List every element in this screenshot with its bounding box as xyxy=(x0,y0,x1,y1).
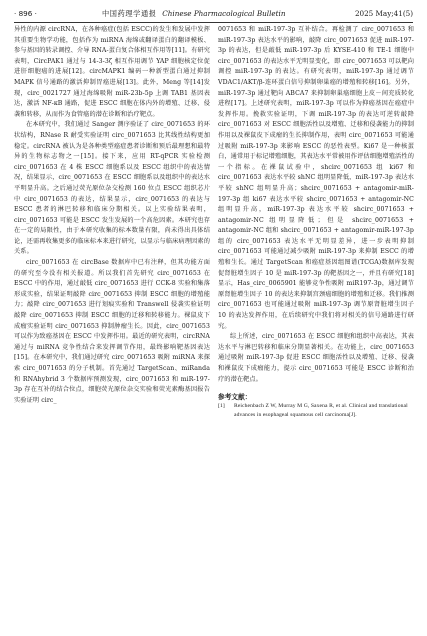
paragraph: 异性的内源 circRNA，在各种癌症(包括 ESCC)的发生和发展中发挥其重要生物学功能，包括作为 miRNA 海绵或翻译蛋白的翻译模板、参与基因的转录调控、介导 RNA-蛋白复合体相互作用等[11]。有研究表明，CircPAK1 通过与 14-3-3ζ 相互作用调节 YAP 细胞核定位促进肝细胞癌的进展[12]。circMAPK1 编码一种新型蛋白通过抑制 MAPK 信号通路的激活抑制胃癌进展[13]。此外，Meng 等[14]发现，circ_0021727 通过海绵吸附 miR-23b-5p 上调 TAB1 基因表达，激活 NF-κB 通路，促进 ESCC 细胞在体内外的增殖、迁移、侵袭和转移，从而作为食管癌的潜在诊断和治疗靶点。 xyxy=(14,26,210,118)
paragraph: 在本研究中，我们通过 Sanger 测序验证了 circ_0071653 的环状结构，RNase R 耐受实验证明 circ_0071653 比其线性结构更加稳定。circRNA 被认为是各种类型癌症患者诊断和预后最理想和最特异的生物标志物之一[15]。接下来，应用 RT-qPCR 实验检测 circ_0071653 在 4 株 ESCC 细胞系以及 ESCC 组织中的表达情况，结果显示，circ_0071653 在 ESCC 细胞系以及组织中的表达水平明显升高。之后通过荧光原位杂交检测 160 位点 ESCC 组织芯片中 circ_0071653 的表达，结果显示，circ_0071653 的表达与 ESCC 患者的淋巴转移和临床分期相关。以上实验结果表明，circ_0071653 可能是 ESCC 发生发展的一个高危因素。本研究也存在一定的局限性，由于本研究收集的标本数量有限，尚未得出具体结论，还需再收集更多的临床标本来进行研究，以显示与临床病理因素的关系。 xyxy=(14,121,210,256)
right-column xyxy=(218,25,414,419)
reference-item xyxy=(218,402,414,419)
reference-number: [1] xyxy=(218,403,225,410)
journal-name-cn: 中国药理学通报 xyxy=(102,9,157,18)
left-column xyxy=(14,25,210,406)
paragraph: 0071653 和 miR-197-3p 互补结合。再检测了 circ_0071653 和 miR-197-3p 表达水平的影响，敲降 circ_0071653 促进 miR-197-3p 的表达，但是敲低 miR-197-3p 后 KYSE-410 和 TE-1 细胞中 circ_0071653 的表达水平无明显变化，即 circ_0071653 可以靶向调控 miR-197-3p 的表达。有研究表明，miR-197-3p 通过调节 VDAC1/AKT/β-连环蛋白信号抑制卵巢癌的增殖和转移[16]。另外，miR-197-3p 通过靶向 ABCA7 来抑制卵巢癌细胞上皮－间充质转化进程[17]。上述研究表明，miR-197-3p 可以作为抑癌基因在癌症中发挥作用。挽救实验证明，下调 miR-197-3p 的表达可逆转敲降 circ_0071653 对 ESCC 细胞活性以及增殖、迁移和侵袭能力的抑制作用以及裸鼠皮下成瘤的生长抑制作用，表明 circ_0071653 可能通过吸附 miR-197-3p 来影响 ESCC 的恶性表型。Ki67 是一种核蛋白，通常用于标记增殖细胞，其表达水平常被用作评估细胞增殖活性的一个指标。在裸鼠试验中，shcirc_0071653 组 ki67 和 circ_0071653 表达水平较 shNC 组明显降低，miR-197-3p 表达水平较 shNC 组明显升高；shcirc_0071653 + antagomir-miR-197-3p 组 ki67 表达水平较 shcirc_0071653 + antagomir-NC 组明显升高，miR-197-3p 表达水平较 shcirc_0071653 + antagomir-NC 组明显降低；但是 shcirc_0071653 + antagomir-NC 组和 shcirc_0071653 + antagomir-miR-197-3p 组的 circ_0071653 表达水平无明显差异，进一步表明抑制 circ_0071653 可能通过减少吸附 miR-197-3p 来抑制 ESCC 的增殖和生长。通过 TargetScan 和癌症基因组图谱(TCGA)数据库发现促肾脏增生因子 10 是 miR-197-3p 的靶基因之一，并且有研究[18]显示，Has_circ_0065901 能够竞争性吸附 miR197-3p，通过调节原肾脏增生因子 10 的表达来抑制宫颈癌细胞的增殖和迁移。我们推测 circ_0071653 也可能通过吸附 miR-197-3p 调节原肾脏增生因子 10 的表达发挥作用，在后续研究中我们将对相关的信号通路进行研究。 xyxy=(218,26,414,330)
running-header xyxy=(14,6,413,23)
paragraph: 综上所述，circ_0071653 在 ESCC 细胞和组织中高表达，其表达水平与淋巴转移和临床分期显著相关。在功能上，circ_0071653 通过吸附 miR-197-3p 促进 ESCC 细胞活性以及增殖、迁移、侵袭和裸鼠皮下成瘤能力，提示 circ_0071653 可能是 ESCC 诊断和治疗的潜在靶点。 xyxy=(218,333,414,383)
page-number: · 896 · xyxy=(14,9,37,18)
references-title: 参考文献： xyxy=(218,393,252,402)
paragraph: circ_0071653 在 circBase 数据库中已有注释，但其功能方面的研究至今没有相关报道。所以我们首先研究 circ_0071653 在 ESCC 中的作用，通过敲低 circ_0071653 进行 CCK-8 实验和集落形成实验，结果证明敲降 circ_0071653 抑制 ESCC 细胞的增殖能力；敲降 circ_0071653 进行划痕实验和 Transwell 侵袭实验证明敲降 circ_0071653 抑制 ESCC 细胞的迁移和转移能力。裸鼠皮下成瘤实验证明 circ_0071653 抑制肿瘤生长。因此，circ_0071653 可以作为致癌基因在 ESCC 中发挥作用。最近的研究表明，circRNA 通过与 miRNA 竞争性结合来发挥调节作用，最终影响靶基因表达[15]。在本研究中，我们通过研究 circ_0071653 吸附 miRNA 来探索 circ_0071653 的分子机制。首先通过 TargetScan、miRanda 和 RNAhybrid 3 个数据库预测发现，circ_0071653 和 miR-197-3p 存在互补的结合位点，细胞荧光原位杂交实验和荧光素酶基因报告实验证明 circ_ xyxy=(14,259,210,404)
issue-info: 2025 May;41(5) xyxy=(354,9,413,18)
journal-name-en: Chinese Pharmacological Bulletin xyxy=(162,9,286,18)
reference-text: Reichenbach Z W, Murray M G, Saxena R, et al. Clinical and translational advances in esophageal squamous cell carcinoma[J]. xyxy=(234,403,408,418)
journal-name xyxy=(102,6,285,22)
